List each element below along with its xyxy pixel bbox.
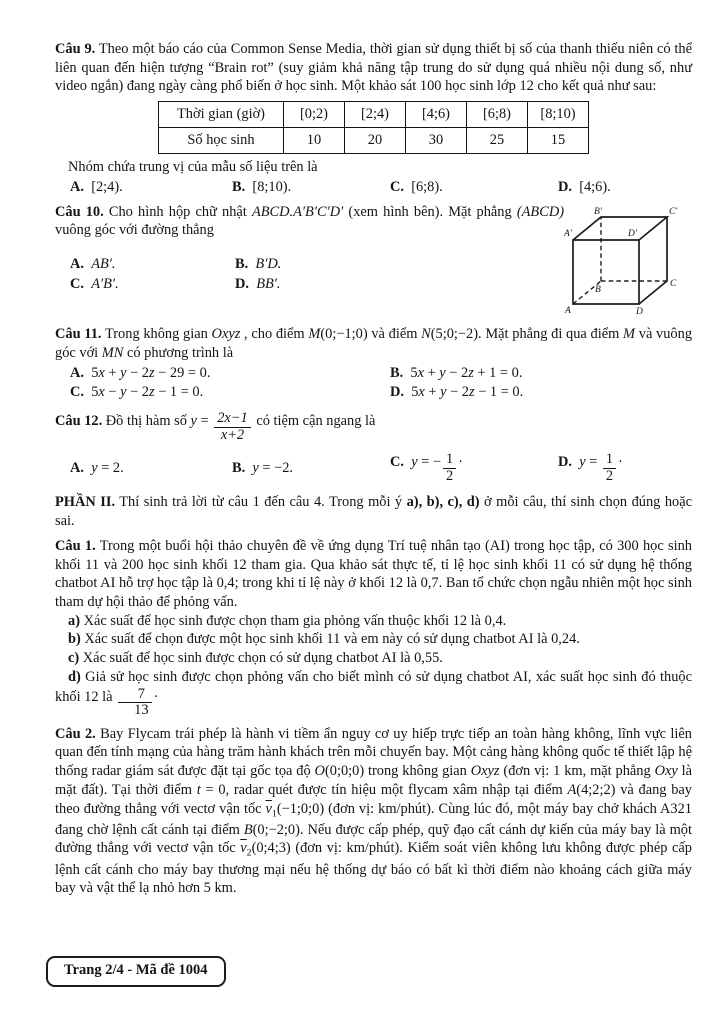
vertex-label-d: D [636,306,643,317]
question-9 [55,40,692,197]
question-12 [55,411,692,484]
part2-question-2 [55,725,692,898]
rectangular-box-diagram [564,205,684,317]
table-cell: Số học sinh [159,128,284,154]
question-12-options [55,452,692,484]
table-cell: 15 [528,128,589,154]
vertex-label-b1: B′ [594,206,602,217]
part-2-heading [55,493,692,530]
option-d: D. y = $\frac{1}{2}$ · [558,451,623,484]
p2q2-body: Câu 2. Bay Flycam trái phép là hành vi tiềm ẩn nguy cơ uy hiếp trực tiếp an toàn hàng không, lĩnh vực liên quan đến tính mạng của hàng trăm hành khách trên mỗi chuyến bay. Một cảng hàng không quốc tế thiết lập hệ thống radar giám sát được đặt tại gốc tọa độ O(0;0;0) trong không gian Oxyz (đơn vị: 1 km, mặt phẳng Oxy là mặt đất). Tại thời điểm t = 0, radar quét được tín hiệu một flycam xâm nhập tại điểm A(4;2;2) và đang bay theo đường thẳng với vectơ vận tốc $\overline{v}_1(-1;0;0)$ (đơn vị: km/phút). Cùng lúc đó, một máy bay chở khách A321 đang chờ lệnh cất cánh tại điểm B(0;−2;0). Nếu được cấp phép, quỹ đạo cất cánh dự kiến của máy bay là một đường thẳng với vectơ vận tốc $\overline{v}_2(0;4;3)$ (đơn vị: km/phút). Kiểm soát viên không lưu không được phép cấp lệnh cất cánh cho máy bay thương mại nếu hệ thống dự báo có bất kì thời điểm nào khoảng cách giữa máy bay và vật thể lạ nhỏ hơn 5 km. [55,725,693,897]
option-c: C. y = − $\frac{1}{2}$ · [390,451,464,484]
part-2-intro: PHẦN II. Thí sinh trả lời từ câu 1 đến câu 4. Trong mỗi ý a), b), c), d) ở mỗi câu, thí sinh chọn đúng hoặc sai. [55,494,692,530]
p2q1-body: Câu 1. Trong một buổi hội thảo chuyên đề về ứng dụng Trí tuệ nhân tạo (AI) trong học tập, có 300 học sinh khối 11 và 200 học sinh khối 12 tham gia. Qua khảo sát thực tế, tỉ lệ học sinh khối 11 có sử dụng hệ thống chatbot AI hỗ trợ học tập là 0,4; trong khi tỉ lệ này ở khối 12 là 0,7. Ban tổ chức chọn ngẫu nhiên một học sinh tham dự hội thảo để phỏng vấn. [55,537,692,610]
option-d: D. 5x + y − 2z − 1 = 0. [390,384,524,401]
vertex-label-a: A [565,305,571,316]
option-b: B. y = −2. [232,459,294,476]
table-cell: Thời gian (giờ) [159,102,284,128]
option-b: B. [8;10). [232,178,292,195]
box-figure [564,205,692,323]
p2q1-item-a: a) Xác suất để học sinh được chọn tham gia phỏng vấn thuộc khối 12 là 0,4. [68,612,507,629]
table-row-values [159,128,589,154]
option-a: A. [2;4). [70,178,123,195]
question-10-body: Câu 10. Cho hình hộp chữ nhật ABCD.A′B′C′D′ (xem hình bên). Mặt phẳng (ABCD) vuông góc với đường thẳng [55,203,564,239]
p2q1-item-d: d) Giả sử học sinh được chọn phỏng vấn cho biết mình có sử dụng chatbot AI, xác suất học sinh đó thuộc khối 12 là $\frac{7}{13}$ · [55,668,692,719]
page-footer-badge: Trang 2/4 - Mã đề 1004 [46,956,226,987]
vertex-label-d1: D′ [628,228,637,239]
table-cell: [4;6) [406,102,467,128]
vertex-label-c: C [670,278,677,289]
table-cell: [6;8) [467,102,528,128]
question-11 [55,325,692,402]
table-cell: [0;2) [284,102,345,128]
option-b: B. 5x + y − 2z + 1 = 0. [390,364,523,381]
vertex-label-b: B [595,284,601,295]
question-9-stem: Nhóm chứa trung vị của mẫu số liệu trên là [68,159,318,176]
p2q1-item-c: c) Xác suất để học sinh được chọn có sử dụng chatbot AI là 0,55. [68,650,443,667]
table-cell: 10 [284,128,345,154]
option-d: D. [4;6). [558,178,611,195]
option-a: A. 5x + y − 2z − 29 = 0. [70,364,211,381]
question-10 [55,203,692,323]
question-12-body: Câu 12. Đồ thị hàm số y = $\frac{2x-1}{x+2}$ có tiệm cận ngang là [55,410,376,443]
option-b: B. B′D. [235,256,282,273]
option-a: A. AB′. [70,256,116,273]
option-c: C. 5x − y − 2z − 1 = 0. [70,384,204,401]
table-cell: 25 [467,128,528,154]
question-11-options [55,364,692,402]
part2-question-1 [55,537,692,719]
table-cell: 30 [406,128,467,154]
option-c: C. A′B′. [70,275,119,292]
question-9-options [55,178,692,197]
table-cell: 20 [345,128,406,154]
option-c: C. [6;8). [390,178,443,195]
vertex-label-a1: A′ [564,228,572,239]
frequency-table [158,101,589,154]
p2q1-item-b: b) Xác suất để chọn được một học sinh khối 11 và em này có sử dụng chatbot AI là 0,24. [68,631,580,648]
vertex-label-c1: C′ [669,206,678,217]
question-10-options [55,255,500,293]
table-cell: [8;10) [528,102,589,128]
question-10-text [55,203,564,294]
question-11-body: Câu 11. Trong không gian Oxyz , cho điểm M(0;−1;0) và điểm N(5;0;−2). Mặt phẳng đi qua điểm M và vuông góc với MN có phương trình là [55,326,693,362]
table-row-header [159,102,589,128]
option-d: D. BB′. [235,275,281,292]
question-9-body: Câu 9. Theo một báo cáo của Common Sense Media, thời gian sử dụng thiết bị số của thanh thiếu niên có thể liên quan đến hiện tượng “Brain rot” (suy giảm khả năng tập trung do sử dụng quá nhiều nội dung số, như video ngắn) đang ngày càng phổ biến ở học sinh. Một khảo sát 100 học sinh lớp 12 cho kết quả như sau: [55,41,693,95]
table-cell: [2;4) [345,102,406,128]
option-a: A. y = 2. [70,459,124,476]
